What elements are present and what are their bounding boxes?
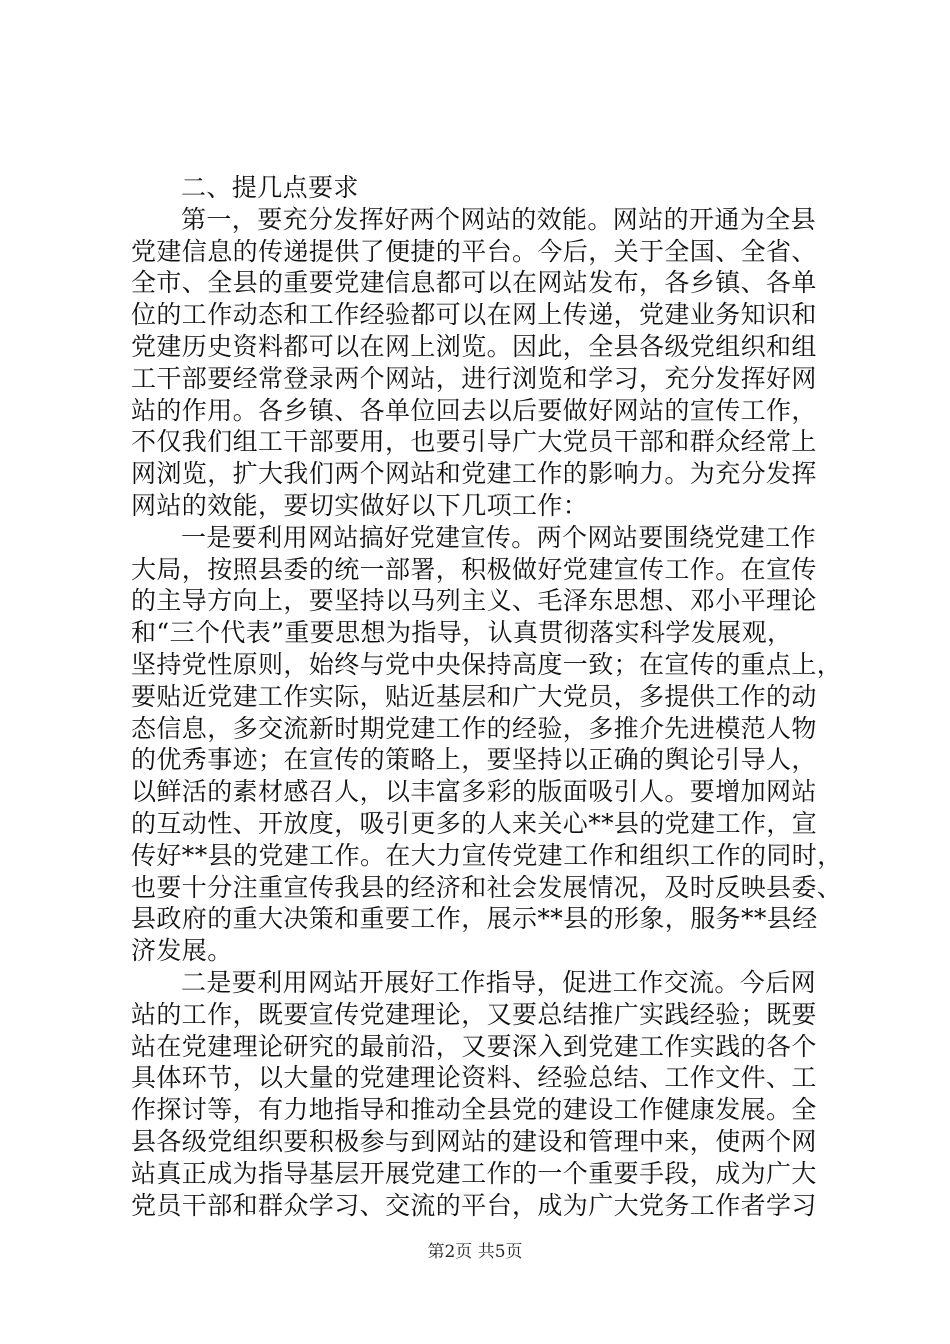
- paragraph-line: 网浏览，扩大我们两个网站和党建工作的影响力。为充分发挥: [131, 459, 817, 489]
- paragraph-line: 全市、全县的重要党建信息都可以在网站发布，各乡镇、各单: [131, 268, 817, 298]
- paragraph-line: 站的工作，既要宣传党建理论，又要总结推广实践经验；既要: [131, 999, 817, 1029]
- paragraph-line: 也要十分注重宣传我县的经济和社会发展情况，及时反映县委、: [131, 872, 843, 902]
- paragraph-line: 党员干部和群众学习、交流的平台，成为广大党务工作者学习: [131, 1190, 817, 1220]
- paragraph-line: 的互动性、开放度，吸引更多的人来关心**县的党建工作，宣: [131, 808, 818, 838]
- paragraph-line: 网站的效能，要切实做好以下几项工作：: [131, 490, 589, 520]
- paragraph-line: 二是要利用网站开展好工作指导，促进工作交流。今后网: [181, 967, 817, 997]
- paragraph-line: 党建信息的传递提供了便捷的平台。今后，关于全国、全省、: [131, 236, 817, 266]
- paragraph-line: 第一，要充分发挥好两个网站的效能。网站的开通为全县: [181, 204, 817, 234]
- paragraph-line: 位的工作动态和工作经验都可以在网上传递，党建业务知识和: [131, 300, 817, 330]
- paragraph-line: 站真正成为指导基层开展党建工作的一个重要手段，成为广大: [131, 1158, 817, 1188]
- paragraph-line: 的优秀事迹；在宣传的策略上，要坚持以正确的舆论引导人，: [131, 745, 817, 775]
- paragraph-line: 工干部要经常登录两个网站，进行浏览和学习，充分发挥好网: [131, 363, 817, 393]
- paragraph-line: 不仅我们组工干部要用，也要引导广大党员干部和群众经常上: [131, 427, 817, 457]
- document-body: [131, 172, 843, 1221]
- paragraph-line: 站的作用。各乡镇、各单位回去以后要做好网站的宣传工作，: [131, 395, 817, 425]
- paragraph-line: 的主导方向上，要坚持以马列主义、毛泽东思想、邓小平理论: [131, 586, 817, 616]
- page-number: 第2页 共5页: [427, 1242, 523, 1262]
- paragraph-line: 传好**县的党建工作。在大力宣传党建工作和组织工作的同时，: [131, 840, 843, 870]
- paragraph-line: 和“三个代表”重要思想为指导，认真贯彻落实科学发展观，: [131, 618, 793, 648]
- paragraph-line: 坚持党性原则，始终与党中央保持高度一致；在宣传的重点上，: [131, 649, 843, 679]
- section-heading: 二、提几点要求: [181, 173, 359, 202]
- paragraph-line: 以鲜活的素材感召人，以丰富多彩的版面吸引人。要增加网站: [131, 777, 817, 807]
- paragraph-line: 济发展。: [131, 936, 233, 966]
- paragraph-line: 一是要利用网站搞好党建宣传。两个网站要围绕党建工作: [181, 522, 817, 552]
- paragraph-line: 具体环节，以大量的党建理论资料、经验总结、工作文件、工: [131, 1063, 817, 1093]
- paragraph-line: 态信息，多交流新时期党建工作的经验，多推介先进模范人物: [131, 713, 817, 743]
- paragraph-line: 大局，按照县委的统一部署，积极做好党建宣传工作。在宣传: [131, 554, 817, 584]
- page-footer: [0, 1242, 950, 1262]
- paragraph-line: 党建历史资料都可以在网上浏览。因此，全县各级党组织和组: [131, 331, 817, 361]
- paragraph-line: 站在党建理论研究的最前沿，又要深入到党建工作实践的各个: [131, 1031, 817, 1061]
- paragraph-line: 县政府的重大决策和重要工作，展示**县的形象，服务**县经: [131, 904, 818, 934]
- paragraph-line: 作探讨等，有力地指导和推动全县党的建设工作健康发展。全: [131, 1095, 817, 1125]
- paragraph-line: 县各级党组织要积极参与到网站的建设和管理中来，使两个网: [131, 1126, 817, 1156]
- paragraph-line: 要贴近党建工作实际，贴近基层和广大党员，多提供工作的动: [131, 681, 817, 711]
